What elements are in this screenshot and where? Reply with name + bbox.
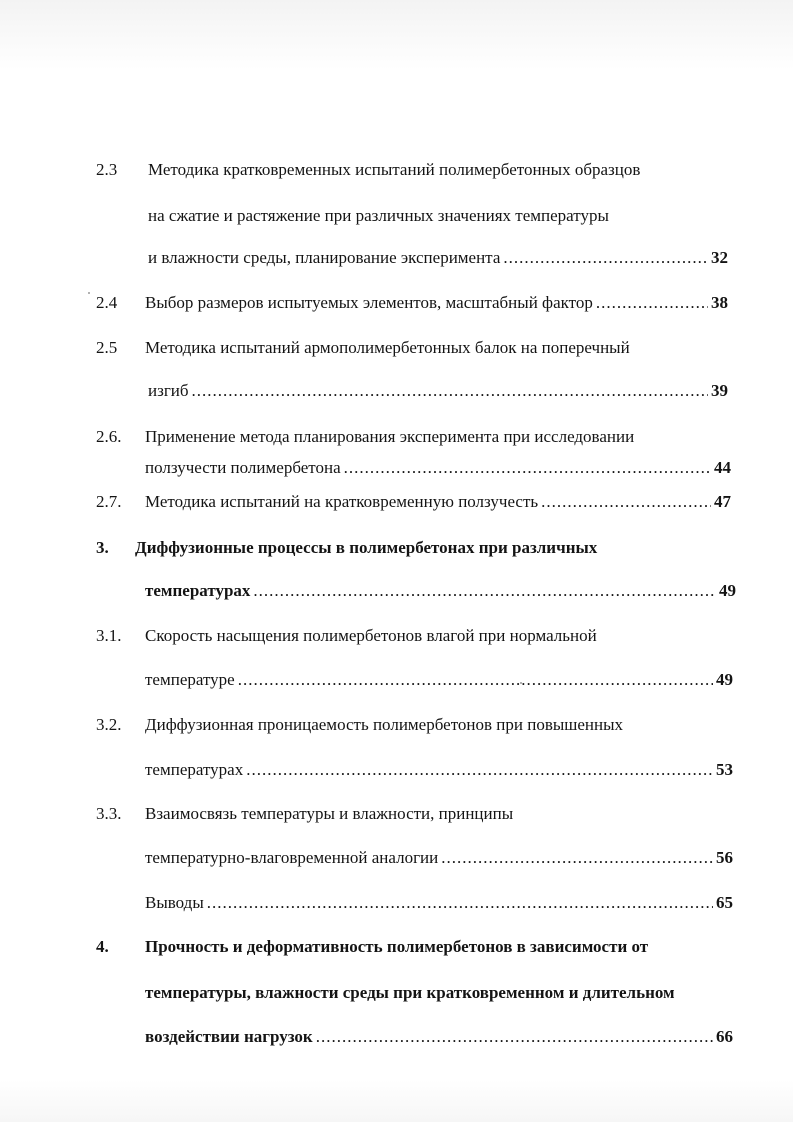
toc-entry-title: воздействии нагрузок (145, 1027, 313, 1046)
toc-entry-line[interactable] (145, 670, 733, 690)
toc-entry-line[interactable] (148, 248, 728, 268)
toc-page-number: 49 (716, 670, 733, 689)
dot-leader (541, 492, 711, 512)
toc-text-line: Диффузионные процессы в полимербетонах при различных (135, 538, 598, 557)
toc-text-line: Методика испытаний армополимербетонных балок на поперечный (145, 338, 630, 357)
toc-text-line: Методика кратковременных испытаний полимербетонных образцов (148, 160, 641, 179)
toc-entry-title: температурах (145, 760, 244, 779)
toc-entry-title: и влажности среды, планирование эксперимента (148, 248, 501, 267)
dot-leader (192, 381, 708, 401)
toc-entry-title: Выводы (145, 893, 204, 912)
toc-page-number: 44 (714, 458, 731, 477)
toc-number: 3.1. (96, 626, 122, 645)
toc-entry-line[interactable] (145, 492, 731, 512)
toc-text-line: на сжатие и растяжение при различных значениях температуры (148, 206, 609, 225)
toc-page-number: 49 (719, 581, 736, 600)
toc-number: 2.3 (96, 160, 118, 179)
dot-leader (344, 458, 711, 478)
toc-entry-line[interactable] (145, 293, 728, 313)
toc-page-number: 32 (711, 248, 728, 267)
dot-leader (441, 848, 713, 868)
toc-entry-line[interactable] (145, 581, 736, 601)
toc-number: 3. (96, 538, 109, 557)
toc-entry-title: температурно-влаговременной аналогии (145, 848, 439, 867)
toc-text-line: температуры, влажности среды при кратковременном и длительном (145, 983, 675, 1002)
toc-text-line: Прочность и деформативность полимербетонов в зависимости от (145, 937, 649, 956)
toc-page-number: 56 (716, 848, 733, 867)
dot-leader (316, 1027, 713, 1047)
toc-text-line: Взаимосвязь температуры и влажности, принципы (145, 804, 514, 823)
dot-leader (238, 670, 713, 690)
toc-number: 3.3. (96, 804, 122, 823)
toc-number: 2.7. (96, 492, 122, 511)
toc-page-number: 65 (716, 893, 733, 912)
dot-leader (207, 893, 713, 913)
toc-number: 4. (96, 937, 109, 956)
toc-text-line: Диффузионная проницаемость полимербетонов при повышенных (145, 715, 624, 734)
toc-entry-title: температуре (145, 670, 235, 689)
toc-entry-title: ползучести полимербетона (145, 458, 341, 477)
toc-number: 2.6. (96, 427, 122, 446)
toc-page-number: 38 (711, 293, 728, 312)
dot-leader (253, 581, 716, 601)
toc-number: 2.4 (96, 293, 118, 312)
toc-page-number: 66 (716, 1027, 733, 1046)
dot-leader (246, 760, 713, 780)
toc-page-number: 39 (711, 381, 728, 400)
dot-leader (503, 248, 708, 268)
toc-entry-line[interactable] (145, 893, 733, 913)
toc-text-line: Скорость насыщения полимербетонов влагой при нормальной (145, 626, 597, 645)
toc-entry-title: Методика испытаний на кратковременную ползучесть (145, 492, 539, 511)
toc-text-line: Применение метода планирования эксперимента при исследовании (145, 427, 635, 446)
toc-number: 2.5 (96, 338, 118, 357)
toc-entry-line[interactable] (148, 381, 728, 401)
scan-speck (88, 292, 90, 294)
scan-speck (520, 682, 522, 684)
toc-entry-title: температурах (145, 581, 251, 600)
toc-entry-line[interactable] (145, 760, 733, 780)
dot-leader (596, 293, 708, 313)
toc-page-number: 53 (716, 760, 733, 779)
toc-entry-line[interactable] (145, 848, 733, 868)
toc-entry-title: Выбор размеров испытуемых элементов, масштабный фактор (145, 293, 593, 312)
toc-page-number: 47 (714, 492, 731, 511)
toc-entry-line[interactable] (145, 458, 731, 478)
toc-entry-line[interactable] (145, 1027, 733, 1047)
toc-number: 3.2. (96, 715, 122, 734)
toc-entry-title: изгиб (148, 381, 189, 400)
